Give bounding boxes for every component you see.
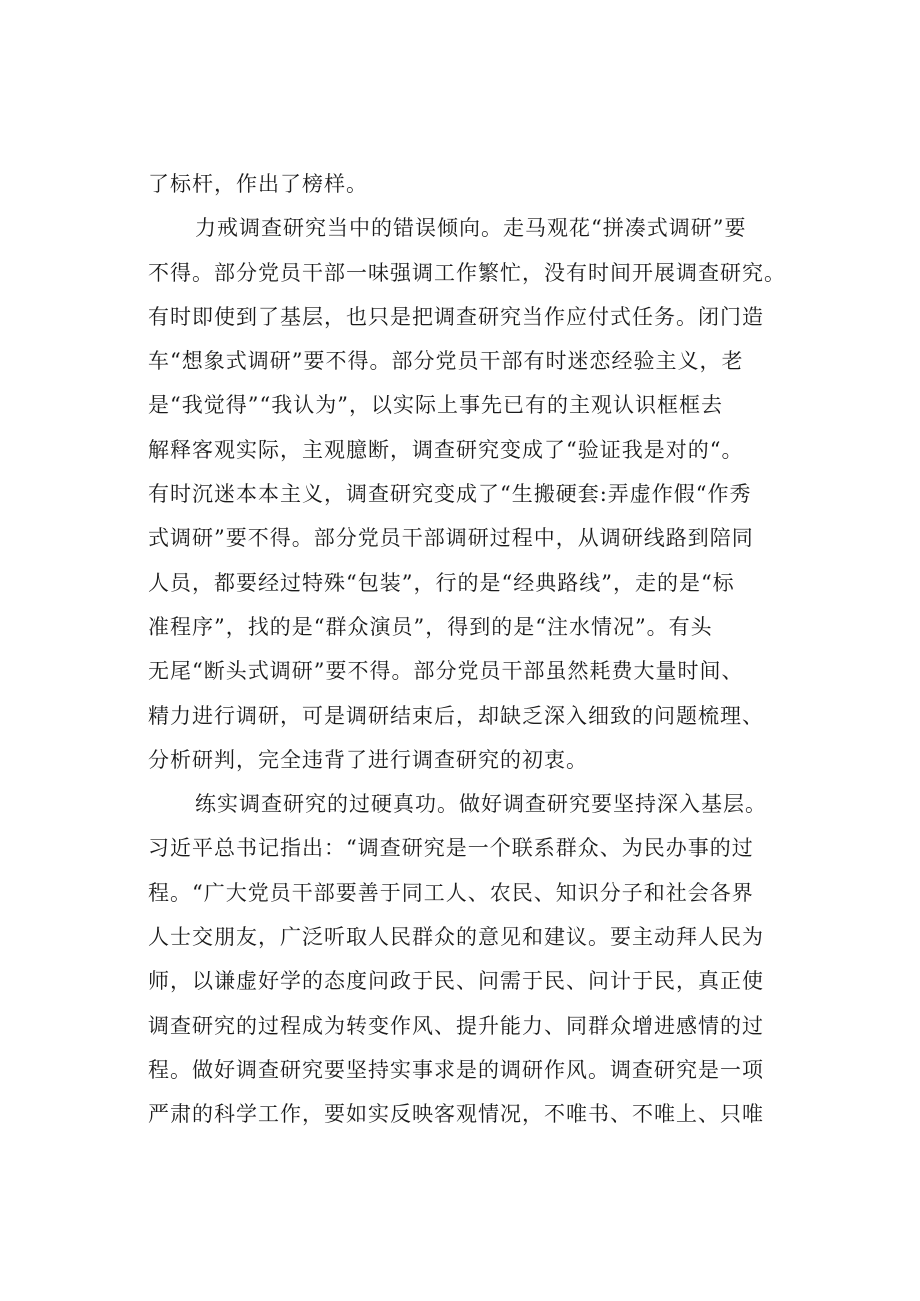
text-line: 精力进行调研，可是调研结束后，却缺乏深入细致的问题梳理、 [148, 703, 764, 728]
text-line: 准程序”，找的是“群众演员”，得到的是“注水情况”。有头 [148, 614, 713, 639]
text-line: 不得。部分党员干部一味强调工作繁忙，没有时间开展调查研究。 [148, 260, 786, 285]
text-line: 程。“广大党员干部要善于同工人、农民、知识分子和社会各界 [148, 880, 754, 905]
text-line: 有时沉迷本本主义，调查研究变成了“生搬硬套:弄虚作假“作秀 [148, 482, 752, 507]
text-line: 师，以谦虚好学的态度问政于民、问需于民、问计于民，真正使 [148, 969, 764, 994]
text-line: 程。做好调查研究要坚持实事求是的调研作风。调查研究是一项 [148, 1057, 764, 1082]
text-line: 习近平总书记指出：“调查研究是一个联系群众、为民办事的过 [148, 836, 754, 861]
text-line: 人员，都要经过特殊“包装”，行的是“经典路线”，走的是“标 [148, 570, 735, 595]
text-line: 人士交朋友，广泛听取人民群众的意见和建议。要主动拜人民为 [148, 925, 764, 950]
text-line: 调查研究的过程成为转变作风、提升能力、同群众增进感情的过 [148, 1013, 764, 1038]
text-line: 车“想象式调研”要不得。部分党员干部有时迷恋经验主义，老 [148, 349, 744, 374]
text-line: 解释客观实际，主观臆断，调查研究变成了“验证我是对的“。 [148, 437, 744, 462]
text-line: 分析研判，完全违背了进行调查研究的初衷。 [148, 747, 588, 772]
text-line: 是“我觉得”“我认为”，以实际上事先已有的主观认识框框去 [148, 393, 723, 418]
paragraph-start-line: 练实调查研究的过硬真功。做好调查研究要坚持深入基层。 [195, 792, 767, 817]
text-line: 严肃的科学工作，要如实反映客观情况，不唯书、不唯上、只唯 [148, 1102, 764, 1127]
paragraph-start-line: 力戒调查研究当中的错误倾向。走马观花“拼凑式调研”要 [195, 216, 747, 241]
body-text [148, 162, 808, 1137]
text-line: 无尾“断头式调研”要不得。部分党员干部虽然耗费大量时间、 [148, 659, 744, 684]
text-line: 了标杆，作出了榜样。 [148, 172, 368, 196]
text-line: 有时即使到了基层，也只是把调查研究当作应付式任务。闭门造 [148, 304, 764, 329]
text-line: 式调研”要不得。部分党员干部调研过程中，从调研线路到陪同 [148, 526, 754, 551]
